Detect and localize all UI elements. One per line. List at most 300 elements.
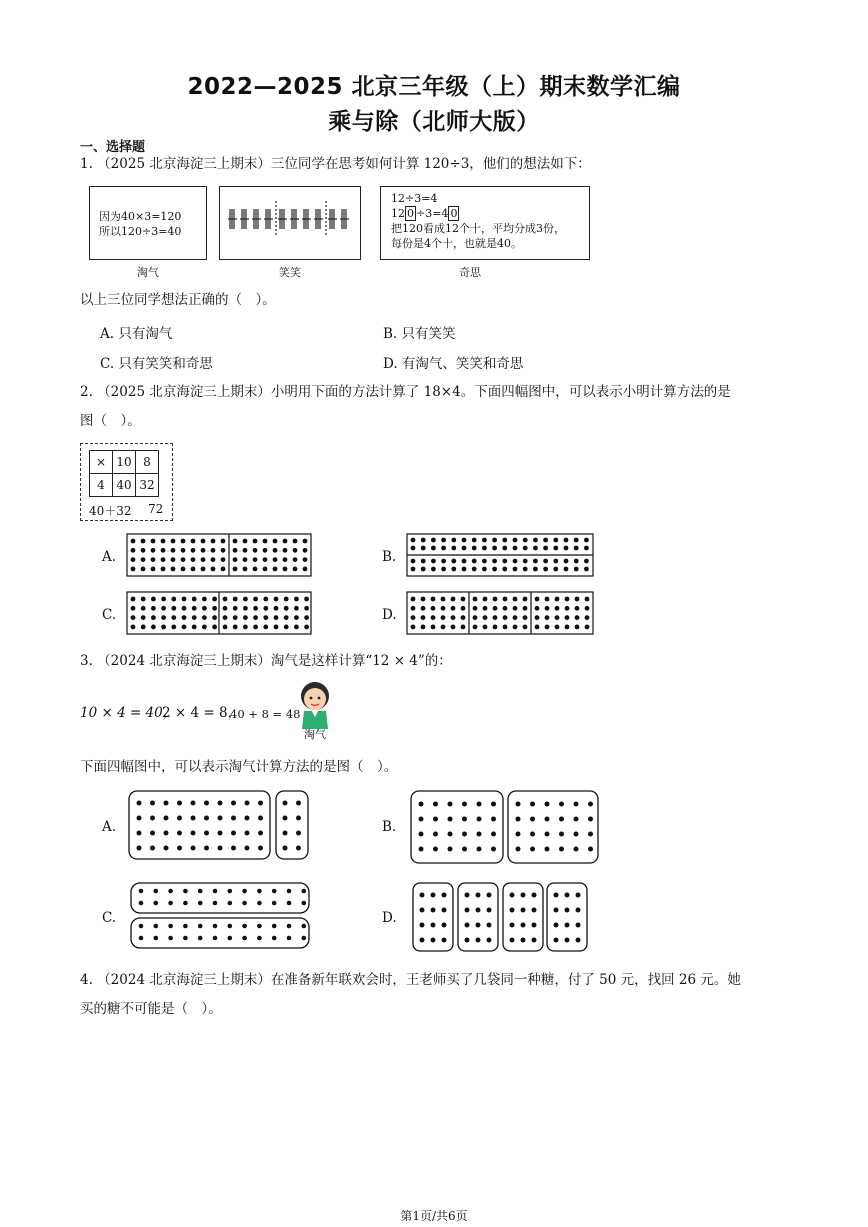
dot — [513, 606, 518, 611]
document-subtitle: 乘与除（北师大版） — [328, 109, 540, 135]
dot — [448, 832, 453, 837]
q2-label-a[interactable]: A. — [102, 549, 117, 565]
dot — [223, 606, 228, 611]
dot — [574, 832, 579, 837]
dot — [302, 936, 307, 941]
dot — [545, 847, 550, 852]
dot — [154, 924, 159, 929]
dot — [233, 539, 238, 544]
q4-stem-line1: 4. （2024 北京海淀三上期末）在准备新年联欢会时，王老师买了几袋同一种糖，付了 50 元，找回 26 元。她 — [80, 972, 741, 988]
dot — [476, 923, 481, 928]
dot — [574, 847, 579, 852]
dot — [296, 831, 301, 836]
dot — [441, 606, 446, 611]
dot — [177, 846, 182, 851]
dot — [588, 817, 593, 822]
dot — [131, 548, 136, 553]
dot — [574, 802, 579, 807]
dot — [273, 557, 278, 562]
dot — [233, 567, 238, 572]
q1-stem: 1. （2025 北京海淀三上期末）三位同学在思考如何计算 120÷3，他们的想法如下： — [80, 156, 591, 172]
dot — [419, 817, 424, 822]
dot — [202, 625, 207, 630]
dot — [161, 597, 166, 602]
dot — [233, 606, 238, 611]
dot — [523, 615, 528, 620]
dot — [257, 936, 262, 941]
dot — [284, 625, 289, 630]
dot — [293, 557, 298, 562]
dot — [492, 567, 497, 572]
q3-figure-a[interactable] — [126, 788, 312, 862]
dot — [151, 615, 156, 620]
q1-qisi-boxed-zero-1: 0 — [407, 207, 414, 220]
dot — [461, 606, 466, 611]
dot — [543, 546, 548, 551]
q2-figure-d[interactable] — [406, 591, 594, 635]
dot — [530, 802, 535, 807]
dot — [565, 938, 570, 943]
q1-option-b[interactable]: B. 只有笑笑 — [383, 326, 456, 342]
dot — [431, 559, 436, 564]
dot — [223, 597, 228, 602]
dot — [472, 559, 477, 564]
dot — [411, 559, 416, 564]
dot — [576, 908, 581, 913]
dot — [263, 548, 268, 553]
dot — [263, 567, 268, 572]
dot — [253, 539, 258, 544]
dot — [553, 538, 558, 543]
dot — [492, 546, 497, 551]
dot — [181, 557, 186, 562]
dot — [442, 923, 447, 928]
dot — [576, 893, 581, 898]
dot — [191, 567, 196, 572]
dot — [228, 924, 233, 929]
dot — [161, 606, 166, 611]
dot — [284, 597, 289, 602]
dot — [451, 559, 456, 564]
dot — [559, 847, 564, 852]
dot — [465, 938, 470, 943]
group-outline — [411, 791, 503, 863]
dot — [487, 893, 492, 898]
dot — [530, 847, 535, 852]
dot — [181, 567, 186, 572]
dot — [242, 901, 247, 906]
dot — [284, 606, 289, 611]
dot — [221, 567, 226, 572]
dot — [191, 831, 196, 836]
dot — [451, 597, 456, 602]
dot — [302, 924, 307, 929]
dot — [171, 606, 176, 611]
dot — [198, 936, 203, 941]
dot — [421, 625, 426, 630]
dot — [293, 548, 298, 553]
dot — [559, 832, 564, 837]
dot — [574, 817, 579, 822]
dot — [154, 936, 159, 941]
dot — [212, 597, 217, 602]
dot — [472, 567, 477, 572]
dot — [513, 615, 518, 620]
q3-figure-d[interactable] — [410, 880, 590, 954]
dot — [565, 615, 570, 620]
dot — [183, 901, 188, 906]
dot — [553, 546, 558, 551]
dot — [283, 557, 288, 562]
dot — [487, 938, 492, 943]
q3-figure-b[interactable] — [408, 788, 602, 866]
dot — [151, 539, 156, 544]
dot — [477, 817, 482, 822]
dot — [139, 924, 144, 929]
q1-qisi-line2 — [391, 206, 589, 221]
dot — [411, 567, 416, 572]
dot — [154, 901, 159, 906]
dot — [462, 546, 467, 551]
dot — [258, 801, 263, 806]
dot — [231, 846, 236, 851]
dot — [245, 816, 250, 821]
dot — [191, 801, 196, 806]
dot — [545, 597, 550, 602]
dot — [171, 567, 176, 572]
dot — [253, 557, 258, 562]
dot — [431, 567, 436, 572]
dot — [283, 567, 288, 572]
q2-sum-result: 72 — [148, 502, 164, 516]
dot — [523, 625, 528, 630]
dot — [451, 606, 456, 611]
dot — [151, 548, 156, 553]
q1-qisi-line1: 12÷3=4 — [391, 192, 438, 205]
q1-option-c[interactable]: C. 只有笑笑和奇思 — [100, 356, 213, 372]
dot — [441, 559, 446, 564]
dot — [191, 816, 196, 821]
dot — [296, 801, 301, 806]
dot — [212, 625, 217, 630]
dot — [177, 816, 182, 821]
dot — [461, 597, 466, 602]
dot — [502, 559, 507, 564]
dot — [523, 606, 528, 611]
dot — [201, 567, 206, 572]
dot — [461, 625, 466, 630]
dot — [243, 548, 248, 553]
q2-figure-b[interactable] — [406, 533, 594, 577]
q2-figure-a[interactable] — [126, 533, 312, 577]
dot — [233, 557, 238, 562]
dot — [462, 847, 467, 852]
dot — [491, 817, 496, 822]
dot — [554, 893, 559, 898]
dot — [411, 597, 416, 602]
dot — [253, 625, 258, 630]
dot — [503, 597, 508, 602]
dot — [532, 893, 537, 898]
dot — [294, 606, 299, 611]
dot — [177, 801, 182, 806]
q1-question: 以上三位同学想法正确的（ ）。 — [80, 292, 276, 308]
dot — [171, 615, 176, 620]
q2-stem-line1: 2. （2025 北京海淀三上期末）小明用下面的方法计算了 18×4。下面四幅图中，可以表示小明计算方法的是 — [80, 384, 731, 400]
dot — [523, 538, 528, 543]
dot — [141, 606, 146, 611]
dot — [431, 606, 436, 611]
dot — [419, 802, 424, 807]
dot — [263, 606, 268, 611]
document-title: 2022—2025 北京三年级（上）期末数学汇编 — [187, 74, 681, 100]
dot — [272, 901, 277, 906]
dot — [441, 625, 446, 630]
dot — [533, 567, 538, 572]
dot — [487, 923, 492, 928]
dot — [287, 924, 292, 929]
dot — [253, 615, 258, 620]
dot — [168, 936, 173, 941]
q3-expression-1: 10 × 4 = 40， — [80, 705, 177, 721]
dot — [242, 936, 247, 941]
dot — [201, 548, 206, 553]
dot — [477, 847, 482, 852]
q1-option-d[interactable]: D. 有淘气、笑笑和奇思 — [383, 356, 524, 372]
dot — [482, 567, 487, 572]
dot — [168, 889, 173, 894]
dot — [181, 548, 186, 553]
dot — [451, 538, 456, 543]
dot — [493, 597, 498, 602]
dot — [303, 548, 308, 553]
dot — [420, 923, 425, 928]
dot — [462, 567, 467, 572]
dot — [535, 615, 540, 620]
dot — [274, 597, 279, 602]
dot — [150, 801, 155, 806]
q1-taoqi-box — [89, 186, 207, 260]
dot — [228, 889, 233, 894]
q2-label-b[interactable]: B. — [382, 549, 397, 565]
dot — [420, 938, 425, 943]
dot — [294, 615, 299, 620]
dot — [492, 559, 497, 564]
dot — [253, 597, 258, 602]
dot — [433, 832, 438, 837]
dot — [231, 831, 236, 836]
dot — [304, 597, 309, 602]
dot — [258, 816, 263, 821]
dot — [588, 847, 593, 852]
q1-option-a[interactable]: A. 只有淘气 — [100, 326, 173, 342]
dot — [419, 832, 424, 837]
dot — [565, 625, 570, 630]
dot — [451, 615, 456, 620]
dot — [231, 816, 236, 821]
dot — [253, 548, 258, 553]
dot — [555, 606, 560, 611]
dot — [202, 615, 207, 620]
dot — [411, 538, 416, 543]
dot — [421, 546, 426, 551]
dot — [213, 889, 218, 894]
dot — [201, 539, 206, 544]
dot — [584, 559, 589, 564]
dot — [204, 831, 209, 836]
dot — [183, 924, 188, 929]
dot — [521, 923, 526, 928]
q4-stem-line2: 买的糖不可能是（ ）。 — [80, 1001, 222, 1017]
q1-qisi-line4: 每份是4个十，也就是40。 — [391, 237, 522, 250]
dot — [493, 615, 498, 620]
dot — [303, 557, 308, 562]
dot — [565, 597, 570, 602]
dot — [131, 625, 136, 630]
dot — [182, 606, 187, 611]
q2-figure-c[interactable] — [126, 591, 312, 635]
dot — [283, 816, 288, 821]
q3-figure-c[interactable] — [128, 880, 312, 952]
dot — [513, 625, 518, 630]
dot — [243, 557, 248, 562]
q3-expression-3: 40 + 8 = 48 — [230, 707, 301, 721]
dot — [491, 802, 496, 807]
dot — [274, 625, 279, 630]
dot — [565, 923, 570, 928]
q1-xiaoxiao-caption: 笑笑 — [279, 266, 301, 279]
dot — [523, 559, 528, 564]
dot — [448, 802, 453, 807]
dot — [137, 831, 142, 836]
dot — [245, 831, 250, 836]
dot — [533, 546, 538, 551]
dot — [177, 831, 182, 836]
dot — [462, 538, 467, 543]
q2-table-cell: 40 — [113, 474, 136, 497]
q1-xiaoxiao-box — [219, 186, 361, 260]
q2-table-cell: 4 — [90, 474, 113, 497]
dot — [192, 606, 197, 611]
dot — [183, 936, 188, 941]
q3-label-b[interactable]: B. — [382, 819, 397, 835]
dot — [245, 846, 250, 851]
dot — [161, 548, 166, 553]
dot — [513, 567, 518, 572]
dot — [516, 802, 521, 807]
dot — [421, 559, 426, 564]
q2-sum-expression: 40＋32 — [89, 504, 132, 518]
dot — [131, 539, 136, 544]
dot — [233, 615, 238, 620]
dot — [293, 539, 298, 544]
dot — [233, 597, 238, 602]
dot — [243, 615, 248, 620]
dot — [213, 901, 218, 906]
dot — [137, 801, 142, 806]
dot — [263, 615, 268, 620]
dot — [473, 625, 478, 630]
dot — [433, 817, 438, 822]
dot — [433, 847, 438, 852]
dot — [431, 893, 436, 898]
dot — [191, 539, 196, 544]
dot — [476, 893, 481, 898]
q3-stem: 3. （2024 北京海淀三上期末）淘气是这样计算“12 × 4”的： — [80, 653, 452, 669]
dot — [233, 548, 238, 553]
dot — [233, 625, 238, 630]
dot — [231, 801, 236, 806]
q3-label-a[interactable]: A. — [102, 819, 117, 835]
dot — [476, 938, 481, 943]
dot — [168, 901, 173, 906]
q1-qisi-caption: 奇思 — [459, 266, 481, 279]
dot — [545, 606, 550, 611]
dot — [482, 538, 487, 543]
dot — [554, 938, 559, 943]
dot — [513, 559, 518, 564]
dot — [530, 817, 535, 822]
q1-taoqi-line1: 因为40×3=120 — [99, 210, 182, 223]
dot — [283, 846, 288, 851]
dot — [181, 539, 186, 544]
dot — [553, 567, 558, 572]
dot — [201, 557, 206, 562]
dot — [477, 802, 482, 807]
dot — [575, 625, 580, 630]
dot — [258, 846, 263, 851]
dot — [198, 901, 203, 906]
q3-label-c[interactable]: C. — [102, 910, 117, 926]
dot — [257, 901, 262, 906]
dot — [213, 936, 218, 941]
q1-qisi-boxed-zero-2: 0 — [450, 207, 458, 220]
dot — [420, 908, 425, 913]
dot — [218, 816, 223, 821]
dot — [212, 615, 217, 620]
q1-qisi-line3: 把120看成12个十，平均分成3份， — [391, 222, 565, 235]
dot — [212, 606, 217, 611]
dot — [513, 546, 518, 551]
dot — [462, 832, 467, 837]
dot — [442, 938, 447, 943]
dot — [584, 546, 589, 551]
dot — [565, 908, 570, 913]
dot — [431, 938, 436, 943]
dot — [491, 847, 496, 852]
dot — [228, 936, 233, 941]
dot — [211, 539, 216, 544]
dot — [164, 846, 169, 851]
dot — [523, 546, 528, 551]
dot — [192, 615, 197, 620]
dot — [585, 606, 590, 611]
q3-label-d[interactable]: D. — [382, 910, 397, 926]
dot — [273, 539, 278, 544]
dot — [258, 831, 263, 836]
dot — [273, 567, 278, 572]
dot — [245, 801, 250, 806]
dot — [202, 606, 207, 611]
q2-label-d[interactable]: D. — [382, 607, 397, 623]
dot — [448, 817, 453, 822]
dot — [483, 597, 488, 602]
dot — [555, 615, 560, 620]
group-outline — [508, 791, 598, 863]
dot — [545, 615, 550, 620]
q1-qisi-line2-a: 12 — [391, 207, 405, 220]
q2-label-c[interactable]: C. — [102, 607, 117, 623]
